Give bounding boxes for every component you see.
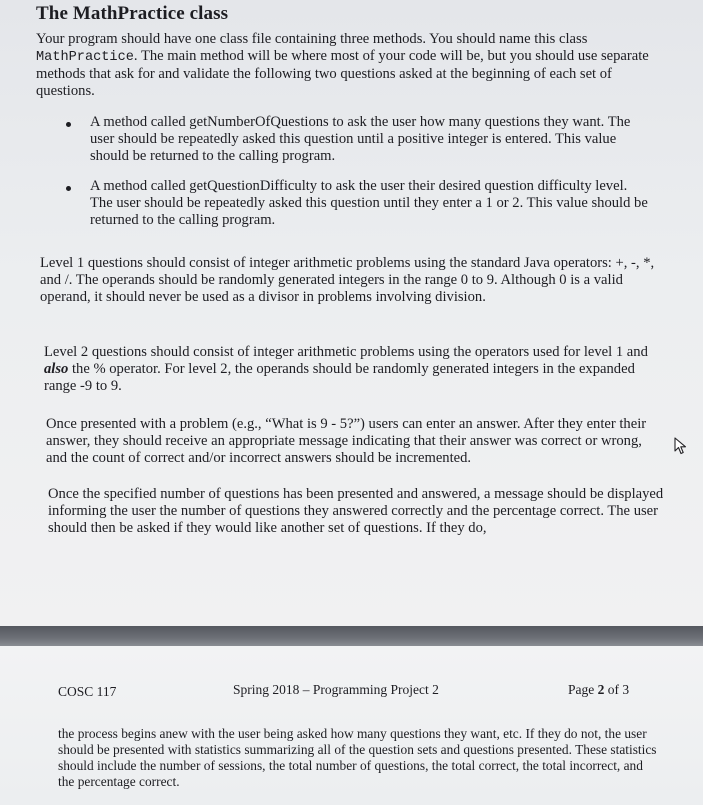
summary-paragraph: Once the specified number of questions has been presented and answered, a message should be displayed informing the user the number of questions they answered correctly and the percentage correct. The user should then be asked if they would like another set of questions. If they do, (48, 486, 664, 536)
footer-page-suffix: of 3 (604, 682, 630, 697)
level2-paragraph (44, 344, 664, 395)
level1-paragraph: Level 1 questions should consist of integer arithmetic problems using the standard Java operators: +, -, *, and /. The operands should be randomly generated integers in the range 0 to 9. Although 0 is a valid operand, it should never be used as a divisor in problems involving division. (40, 255, 655, 305)
footer-course: COSC 117 (58, 684, 117, 699)
bullet-item-1: A method called getNumberOfQuestions to ask the user how many questions they want. The user should be repeatedly asked this question until a positive integer is entered. This value should be returned to the calling program. (90, 114, 631, 164)
level2-text-end: the % operator. For level 2, the operands should be randomly generated integers in the expanded range -9 to 9. (44, 361, 635, 394)
intro-paragraph (36, 31, 656, 100)
footer-page-prefix: Page (568, 682, 598, 697)
footer-term: Spring 2018 – Programming Project 2 (233, 682, 439, 697)
page-break-gap (0, 626, 703, 646)
bullet-item-2: A method called getQuestionDifficulty to ask the user their desired question difficulty level. The user should be repeatedly asked this question until they enter a 1 or 2. This value should be returned to the calling program. (90, 178, 648, 228)
mouse-pointer-icon (673, 437, 689, 455)
footer-page-number (568, 682, 629, 698)
bullet-dot-1 (66, 122, 71, 127)
answer-paragraph: Once presented with a problem (e.g., “What is 9 - 5?”) users can enter an answer. After they enter their answer, they should receive an appropriate message indicating that their answer was correct or wrong, and the count of correct and/or incorrect answers should be incremented. (46, 416, 647, 466)
footer-current-page: 2 (597, 682, 605, 697)
bullet-dot-2 (66, 186, 71, 191)
level2-emphasis: also (44, 361, 69, 377)
intro-text-end: . The main method will be where most of your code will be, but you should use separate methods that ask for and validate the following two questions asked at the beginning of each set of questions. (36, 48, 649, 99)
class-name-code: MathPractice (36, 50, 134, 65)
section-title: The MathPractice class (36, 3, 229, 24)
intro-text-start: Your program should have one class file containing three methods. You should name this class (36, 31, 588, 47)
document-page-2 (0, 646, 703, 805)
continuation-paragraph: the process begins anew with the user being asked how many questions they want, etc. If they do not, the user should be presented with statistics summarizing all of the question sets and questions presented. These statistics should include the number of sessions, the total number of questions, the total correct, the total incorrect, and the percentage correct. (58, 726, 657, 789)
level2-text-start: Level 2 questions should consist of integer arithmetic problems using the operators used for level 1 and (44, 344, 648, 360)
